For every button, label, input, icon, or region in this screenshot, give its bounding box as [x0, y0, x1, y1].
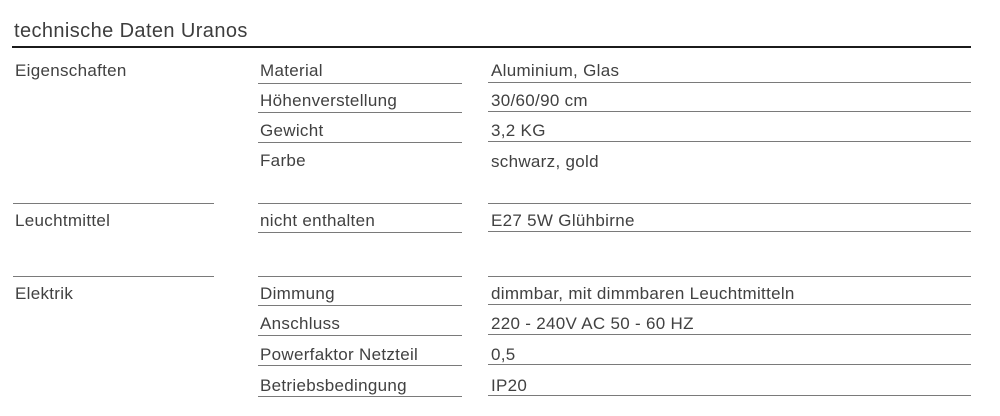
section-divider — [258, 203, 462, 204]
section-divider — [258, 276, 462, 277]
section-label-eigenschaften: Eigenschaften — [15, 61, 127, 80]
spec-label-material: Material — [258, 61, 462, 84]
page-title: technische Daten Uranos — [14, 20, 248, 42]
section-divider — [488, 203, 971, 204]
spec-value-betriebsbedingung: IP20 — [488, 376, 971, 396]
spec-label-hoehenverstellung: Höhenverstellung — [258, 91, 462, 113]
spec-value-anschluss: 220 - 240V AC 50 - 60 HZ — [488, 314, 971, 335]
spec-label-powerfaktor: Powerfaktor Netzteil — [258, 345, 462, 366]
section-divider — [13, 276, 214, 277]
spec-label-gewicht: Gewicht — [258, 121, 462, 143]
spec-value-material: Aluminium, Glas — [488, 61, 971, 83]
section-divider — [13, 203, 214, 204]
section-label-leuchtmittel: Leuchtmittel — [15, 211, 111, 230]
spec-value-gewicht: 3,2 KG — [488, 121, 971, 142]
spec-label-nicht-enthalten: nicht enthalten — [258, 211, 462, 233]
spec-label-dimmung: Dimmung — [258, 284, 462, 306]
title-rule-divider — [12, 46, 971, 48]
section-divider — [488, 276, 971, 277]
spec-value-hoehenverstellung: 30/60/90 cm — [488, 91, 971, 112]
spec-label-anschluss: Anschluss — [258, 314, 462, 336]
spec-value-leuchtmittel: E27 5W Glühbirne — [488, 211, 971, 232]
spec-value-dimmung: dimmbar, mit dimmbaren Leuchtmitteln — [488, 284, 971, 305]
section-label-elektrik: Elektrik — [15, 284, 74, 303]
spec-label-betriebsbedingung: Betriebsbedingung — [258, 376, 462, 397]
spec-value-farbe: schwarz, gold — [491, 152, 599, 171]
spec-label-farbe: Farbe — [260, 151, 306, 170]
spec-value-powerfaktor: 0,5 — [488, 345, 971, 365]
